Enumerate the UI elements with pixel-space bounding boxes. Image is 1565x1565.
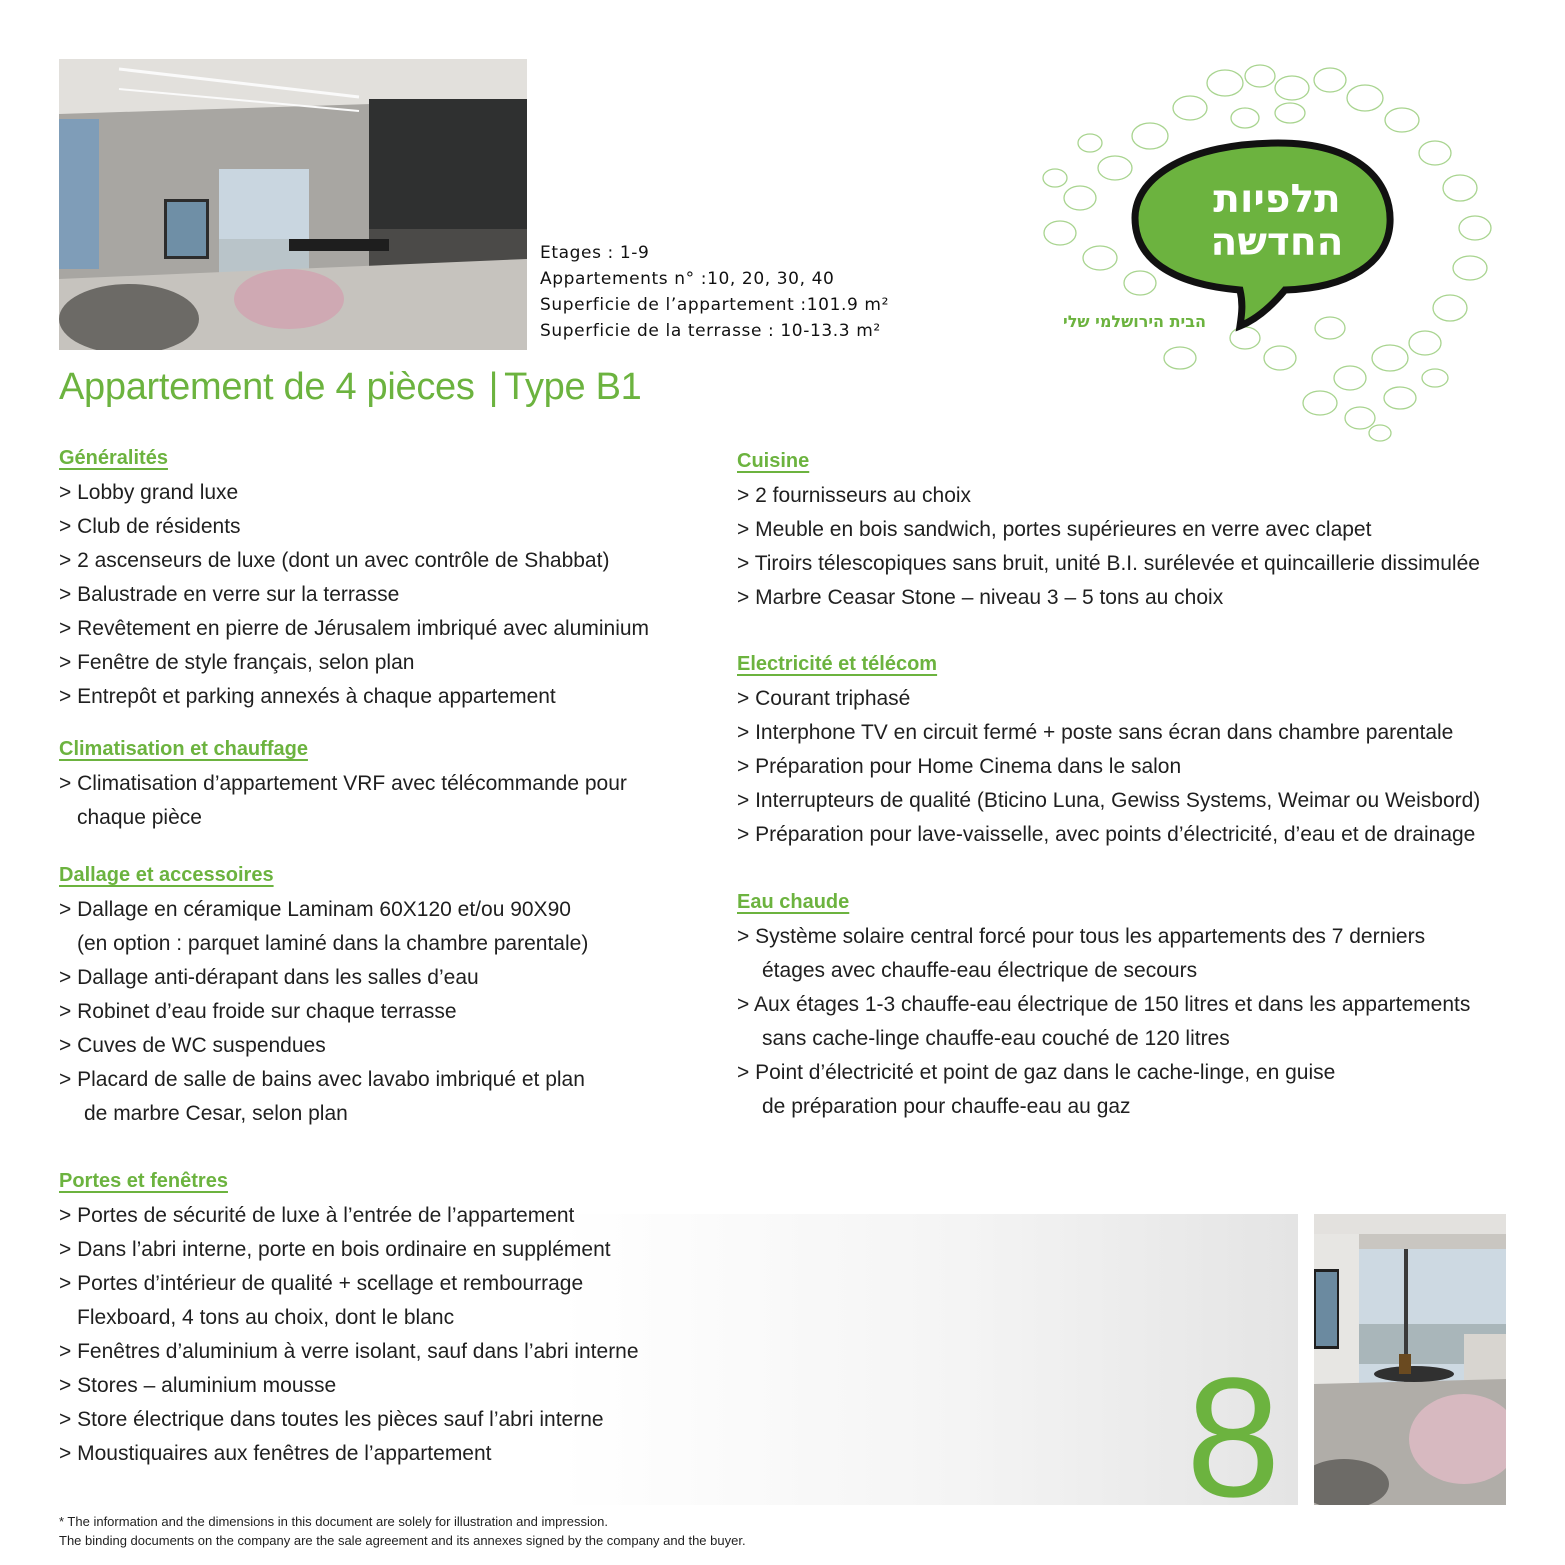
footnote-line2: The binding documents on the company are the sale agreement and its annexes signed by the company and the buyer.	[59, 1533, 746, 1548]
list-item: Flexboard, 4 tons au choix, dont le blanc	[77, 1306, 455, 1329]
interior-photo-top	[59, 59, 527, 350]
list-item: > Dallage anti-dérapant dans les salles d’eau	[59, 966, 479, 989]
title-separator: |	[488, 366, 499, 408]
project-logo	[1030, 58, 1500, 443]
list-item: > Dans l’abri interne, porte en bois ordinaire en supplément	[59, 1238, 611, 1261]
list-item: > Préparation pour lave-vaisselle, avec points d’électricité, d’eau et de drainage	[737, 823, 1476, 846]
list-item: > Courant triphasé	[737, 687, 911, 710]
section-heading: Généralités	[59, 447, 168, 469]
section-heading: Climatisation et chauffage	[59, 738, 308, 760]
page-number: 8	[1186, 1343, 1281, 1533]
list-item: > Portes d’intérieur de qualité + scellage et rembourrage	[59, 1272, 584, 1295]
list-item: de marbre Cesar, selon plan	[84, 1102, 348, 1125]
footnote-line1: * The information and the dimensions in this document are solely for illustration and impression.	[59, 1514, 608, 1529]
title-main: Appartement de 4 pièces	[59, 366, 475, 408]
list-item: > Climatisation d’appartement VRF avec télécommande pour	[59, 772, 627, 795]
list-item: > 2 fournisseurs au choix	[737, 484, 972, 507]
section-generalites	[59, 443, 649, 714]
logo-subtitle: הבית הירושלמי שלי	[1063, 312, 1206, 331]
list-item: > Point d’électricité et point de gaz dans le cache-linge, en guise	[737, 1061, 1336, 1084]
section-heading: Portes et fenêtres	[59, 1170, 228, 1192]
footnote	[59, 1512, 746, 1550]
logo-title-line1: תלפיות	[1213, 177, 1341, 222]
section-dallage	[59, 860, 588, 1131]
list-item: > Préparation pour Home Cinema dans le salon	[737, 755, 1182, 778]
list-item: sans cache-linge chauffe-eau couché de 120 litres	[762, 1027, 1230, 1050]
list-item: > Interrupteurs de qualité (Bticino Luna, Gewiss Systems, Weimar ou Weisbord)	[737, 789, 1481, 812]
section-cuisine	[737, 446, 1480, 615]
section-electricite	[737, 649, 1480, 852]
list-item: > Club de résidents	[59, 515, 241, 538]
list-item: > Placard de salle de bains avec lavabo imbriqué et plan	[59, 1068, 585, 1091]
list-item: > Fenêtres d’aluminium à verre isolant, sauf dans l’abri interne	[59, 1340, 639, 1363]
list-item: > Stores – aluminium mousse	[59, 1374, 337, 1397]
list-item: > Système solaire central forcé pour tous les appartements des 7 derniers	[737, 925, 1426, 948]
title-type: Type B1	[504, 366, 642, 408]
list-item: > Entrepôt et parking annexés à chaque appartement	[59, 685, 556, 708]
logo-title-line2: החדשה	[1210, 220, 1344, 265]
logo-title	[1172, 178, 1382, 264]
section-climatisation	[59, 734, 627, 835]
list-item: (en option : parquet laminé dans la chambre parentale)	[77, 932, 589, 955]
list-item: > Marbre Ceasar Stone – niveau 3 – 5 tons au choix	[737, 586, 1224, 609]
section-heading: Eau chaude	[737, 891, 850, 913]
section-heading: Dallage et accessoires	[59, 864, 274, 886]
section-eau-chaude	[737, 887, 1470, 1124]
list-item: > Portes de sécurité de luxe à l’entrée de l’appartement	[59, 1204, 575, 1227]
list-item: > Aux étages 1-3 chauffe-eau électrique de 150 litres et dans les appartements	[737, 993, 1471, 1016]
info-terrace-area: Superficie de la terrasse : 10-13.3 m²	[540, 321, 881, 341]
list-item: > Store électrique dans toutes les pièces sauf l’abri interne	[59, 1408, 604, 1431]
list-item: > Balustrade en verre sur la terrasse	[59, 583, 400, 606]
list-item: > Tiroirs télescopiques sans bruit, unité B.I. surélevée et quincaillerie dissimulée	[737, 552, 1480, 575]
section-heading: Cuisine	[737, 450, 810, 472]
list-item: étages avec chauffe-eau électrique de secours	[762, 959, 1198, 982]
list-item: > Lobby grand luxe	[59, 481, 239, 504]
list-item: > Fenêtre de style français, selon plan	[59, 651, 415, 674]
info-apartment-area: Superficie de l’appartement :101.9 m²	[540, 295, 889, 315]
interior-photo-bottom	[1314, 1214, 1506, 1505]
list-item: > Cuves de WC suspendues	[59, 1034, 326, 1057]
list-item: chaque pièce	[77, 806, 202, 829]
list-item: de préparation pour chauffe-eau au gaz	[762, 1095, 1131, 1118]
list-item: > 2 ascenseurs de luxe (dont un avec contrôle de Shabbat)	[59, 549, 610, 572]
page-title	[59, 366, 642, 409]
info-floors: Etages : 1-9	[540, 243, 650, 263]
list-item: > Dallage en céramique Laminam 60X120 et/ou 90X90	[59, 898, 571, 921]
info-apartment-numbers: Appartements n° :10, 20, 30, 40	[540, 269, 835, 289]
list-item: > Moustiquaires aux fenêtres de l’appartement	[59, 1442, 492, 1465]
list-item: > Interphone TV en circuit fermé + poste sans écran dans chambre parentale	[737, 721, 1454, 744]
list-item: > Meuble en bois sandwich, portes supérieures en verre avec clapet	[737, 518, 1372, 541]
apartment-info	[540, 240, 889, 344]
section-portes	[59, 1166, 639, 1471]
list-item: > Robinet d’eau froide sur chaque terrasse	[59, 1000, 457, 1023]
section-heading: Electricité et télécom	[737, 653, 938, 675]
list-item: > Revêtement en pierre de Jérusalem imbriqué avec aluminium	[59, 617, 650, 640]
